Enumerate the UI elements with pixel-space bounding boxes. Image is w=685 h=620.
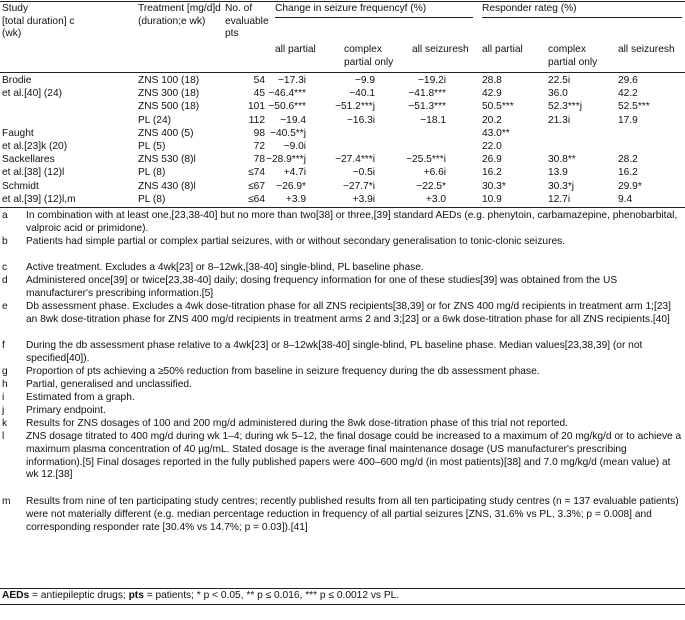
footnote-letter: d: [2, 275, 8, 286]
footnote-text: Administered once[39] or twice[23,38-40] daily; dosing frequency information for one of these studies[39] was obtained from the US manufacturer's prescribing information.[5]: [26, 275, 618, 299]
responder-complex-partial-cell: 21.3i: [548, 114, 571, 126]
footnote-letter: l: [2, 431, 5, 442]
header-responder-all-partial: all partial: [482, 44, 523, 55]
evaluable-pts-cell: ≤67: [248, 180, 265, 192]
footnote-letter: k: [2, 418, 8, 429]
header-responder-all-seizures: all seizuresh: [618, 44, 675, 55]
treatment-cell: ZNS 530 (8)l: [138, 154, 196, 166]
header-responder-complex-partial: complex partial only: [548, 44, 598, 68]
header-study: Study [total duration] c (wk): [2, 3, 75, 39]
footnote-letter: m: [2, 496, 11, 507]
study-cell: Faught: [2, 127, 34, 139]
footnote-letter: g: [2, 366, 8, 377]
footnote-text: Primary endpoint.: [26, 405, 106, 416]
change-all-seizures-cell: −25.5***i: [406, 154, 446, 166]
evaluable-pts-cell: 78: [253, 154, 265, 166]
responder-complex-partial-cell: 22.5i: [548, 75, 571, 86]
footnote-letter: j: [2, 405, 5, 416]
footnote-letter: f: [2, 340, 5, 351]
footnote-k: [0, 418, 685, 431]
evaluable-pts-cell: ≤64: [248, 193, 265, 205]
responder-complex-partial-cell: 30.8**: [548, 154, 576, 166]
abbreviations-bottom-rule: [0, 604, 685, 605]
change-all-partial-cell: −28.9***j: [266, 154, 306, 166]
abbr-def-aeds: = antiepileptic drugs;: [29, 590, 129, 601]
header-treatment: Treatment [mg/d]d (duration;e wk): [138, 3, 221, 27]
footnote-g: [0, 366, 685, 379]
change-all-partial-cell: +4.7i: [283, 167, 306, 179]
responder-all-partial-cell: 26.9: [482, 154, 502, 166]
footnote-f: [0, 340, 685, 366]
change-all-seizures-cell: −18.1: [420, 114, 446, 126]
study-cell: et al.[40] (24): [2, 88, 63, 100]
evaluable-pts-cell: 112: [248, 114, 265, 126]
change-group-underline: [275, 17, 473, 18]
change-all-partial-cell: −26.9*: [276, 180, 306, 192]
abbr-term-pts: pts: [128, 590, 144, 601]
change-all-seizures-cell: −19.2i: [417, 75, 446, 86]
treatment-cell: PL (5): [138, 141, 166, 152]
treatment-cell: ZNS 300 (18): [138, 88, 200, 100]
header-responder-rate: Responder rateg (%): [482, 3, 577, 14]
evaluable-pts-cell: ≤74: [248, 167, 265, 179]
footnote-letter: b: [2, 236, 8, 247]
footnote-b: [0, 236, 685, 249]
change-all-seizures-cell: +3.0: [425, 193, 446, 205]
abbr-def-pts: = patients; * p < 0.05, ** p ≤ 0.016, *** p ≤ 0.0012 vs PL.: [143, 590, 400, 601]
change-complex-partial-cell: −40.1: [349, 88, 375, 100]
footnote-text: Proportion of pts achieving a ≥50% reduction from baseline in seizure frequency during the db assessment phase.: [26, 366, 540, 377]
evaluable-pts-cell: 98: [253, 127, 265, 139]
change-all-partial-cell: −40.5**j: [270, 127, 306, 139]
change-all-seizures-cell: −22.5*: [416, 180, 446, 192]
responder-all-partial-cell: 42.9: [482, 88, 502, 100]
footnote-a: [0, 210, 685, 236]
header-bottom-rule: [0, 72, 685, 73]
responder-complex-partial-cell: 30.3*j: [548, 180, 575, 192]
header-change-all-seizures: all seizuresh: [412, 44, 469, 55]
treatment-cell: ZNS 430 (8)l: [138, 180, 196, 192]
treatment-cell: ZNS 400 (5): [138, 127, 194, 139]
responder-all-seizures-cell: 42.2: [618, 88, 638, 100]
responder-complex-partial-cell: 12.7i: [548, 193, 571, 205]
responder-all-seizures-cell: 17.9: [618, 114, 638, 126]
change-all-partial-cell: −46.4***: [268, 88, 306, 100]
treatment-cell: ZNS 100 (18): [138, 75, 200, 86]
responder-all-partial-cell: 22.0: [482, 141, 502, 152]
responder-complex-partial-cell: 52.3***j: [548, 101, 582, 113]
change-all-partial-cell: −9.0i: [283, 141, 306, 152]
header-change-seizure-frequency: Change in seizure frequencyf (%): [275, 3, 427, 14]
footnote-c: [0, 262, 685, 275]
responder-all-seizures-cell: 28.2: [618, 154, 638, 166]
responder-all-seizures-cell: 9.4: [618, 193, 633, 205]
change-all-partial-cell: +3.9: [285, 193, 306, 205]
footnote-text: Active treatment. Excludes a 4wk[23] or 8–12wk,[38-40] single-blind, PL baseline phase.: [26, 262, 424, 273]
footnote-letter: h: [2, 379, 8, 390]
responder-all-partial-cell: 20.2: [482, 114, 502, 126]
footnote-l: [0, 431, 685, 496]
header-change-all-partial: all partial: [275, 44, 316, 55]
study-cell: Brodie: [2, 75, 32, 86]
change-complex-partial-cell: −0.5i: [352, 167, 375, 179]
change-all-partial-cell: −17.3i: [277, 75, 306, 86]
change-complex-partial-cell: +3.9i: [352, 193, 375, 205]
change-all-seizures-cell: +6.6i: [423, 167, 446, 179]
responder-complex-partial-cell: 36.0: [548, 88, 568, 100]
responder-all-partial-cell: 43.0**: [482, 127, 510, 139]
footnote-text: Results for ZNS dosages of 100 and 200 mg/d administered during the 8wk dose-titration phase of this trial not reported.: [26, 418, 568, 429]
header-change-complex-partial: complex partial only: [344, 44, 394, 68]
evaluable-pts-cell: 45: [253, 88, 265, 100]
abbreviations-top-rule: [0, 588, 685, 589]
footnote-text: ZNS dosage titrated to 400 mg/d during wk 1–4; during wk 5–12, the final dosage could be increased to a maximum of 20 mg/kg/d or to achieve a maximum plasma concentration of 40 µg/mL. Stated dosage is the average final maintenance dosage (US manufacturer's prescribing information).[5] Final dosages reported in the fully published papers were 400–600 mg/d (in most patients)[38] and 7.0 mg/kg/d (mean value) at wk 12.[38]: [26, 431, 682, 481]
footnote-e: [0, 301, 685, 340]
footnote-h: [0, 379, 685, 392]
table-top-rule: [0, 1, 685, 2]
footnote-j: [0, 405, 685, 418]
change-complex-partial-cell: −27.4***i: [335, 154, 375, 166]
responder-all-seizures-cell: 52.5***: [618, 101, 650, 113]
footnote-text: Db assessment phase. Excludes a 4wk dose-titration phase for all ZNS recipients[38,39] or for ZNS 400 mg/d recipients in treatment arm 1;[23] an 8wk dose-titration phase for ZNS 400 mg/d recipients in treatment arms 2 and 3;[23] or a 6wk dose-titration phase for all ZNS recipients.[40]: [26, 301, 671, 325]
change-all-seizures-cell: −41.8***: [408, 88, 446, 100]
change-complex-partial-cell: −9.9: [354, 75, 375, 86]
treatment-cell: PL (24): [138, 114, 172, 126]
footnote-text: Results from nine of ten participating study centres; recently published results from all ten participating study centres (n = 137 evaluable patients) were not materially different (e.g. median percentage reduction in frequency of all partial seizures [ZNS, 31.6% vs PL, 3.3%; p = 0.008] and corresponding responder rate [30.4% vs 14.7%; p = 0.03]).[41]: [26, 496, 679, 533]
treatment-cell: PL (8): [138, 167, 166, 179]
footnote-letter: c: [2, 262, 8, 273]
header-evaluable-pts: No. of evaluable pts: [225, 3, 269, 39]
study-cell: Schmidt: [2, 180, 39, 192]
study-cell: et al.[39] (12)l,m: [2, 193, 76, 205]
footnote-i: [0, 392, 685, 405]
change-complex-partial-cell: −27.7*i: [342, 180, 375, 192]
abbreviations-line: [2, 590, 399, 602]
responder-group-underline: [482, 17, 682, 18]
responder-all-seizures-cell: 16.2: [618, 167, 638, 179]
treatment-cell: PL (8): [138, 193, 166, 205]
responder-all-partial-cell: 10.9: [482, 193, 502, 205]
footnote-text: Partial, generalised and unclassified.: [26, 379, 192, 390]
footnote-m: [0, 496, 685, 561]
responder-all-partial-cell: 28.8: [482, 75, 502, 86]
responder-all-seizures-cell: 29.9*: [618, 180, 642, 192]
evaluable-pts-cell: 101: [248, 101, 265, 113]
change-all-seizures-cell: −51.3***: [408, 101, 446, 113]
change-complex-partial-cell: −51.2***j: [335, 101, 375, 113]
change-complex-partial-cell: −16.3i: [346, 114, 375, 126]
responder-all-partial-cell: 16.2: [482, 167, 502, 179]
treatment-cell: ZNS 500 (18): [138, 101, 200, 113]
footnote-letter: e: [2, 301, 8, 312]
responder-all-partial-cell: 30.3*: [482, 180, 506, 192]
footnote-text: Estimated from a graph.: [26, 392, 135, 403]
table-bottom-rule: [0, 207, 685, 208]
footnote-letter: i: [2, 392, 5, 403]
footnote-d: [0, 275, 685, 301]
evaluable-pts-cell: 72: [253, 141, 265, 152]
responder-complex-partial-cell: 13.9: [548, 167, 568, 179]
change-all-partial-cell: −50.6***: [268, 101, 306, 113]
change-all-partial-cell: −19.4: [280, 114, 306, 126]
footnote-text: In combination with at least one,[23,38-40] but no more than two[38] or three,[39] standard AEDs (e.g. phenytoin, carbamazepine, phenobarbital, valproic acid or primidone).: [26, 210, 678, 234]
responder-all-partial-cell: 50.5***: [482, 101, 514, 113]
study-cell: Sackellares: [2, 154, 55, 166]
study-cell: et al.[23]k (20): [2, 141, 68, 152]
abbr-term-aeds: AEDs: [2, 590, 30, 601]
footnote-letter: a: [2, 210, 8, 221]
study-cell: et al.[38] (12)l: [2, 167, 65, 179]
responder-all-seizures-cell: 29.6: [618, 75, 638, 86]
footnote-text: During the db assessment phase relative to a 4wk[23] or 8–12wk[38-40] single-blind, PL baseline phase. Median values[23,38,39] (or not specified[40]).: [26, 340, 643, 364]
evaluable-pts-cell: 54: [253, 75, 265, 86]
footnote-text: Patients had simple partial or complex partial seizures, with or without secondary generalisation to tonic-clonic seizures.: [26, 236, 566, 247]
